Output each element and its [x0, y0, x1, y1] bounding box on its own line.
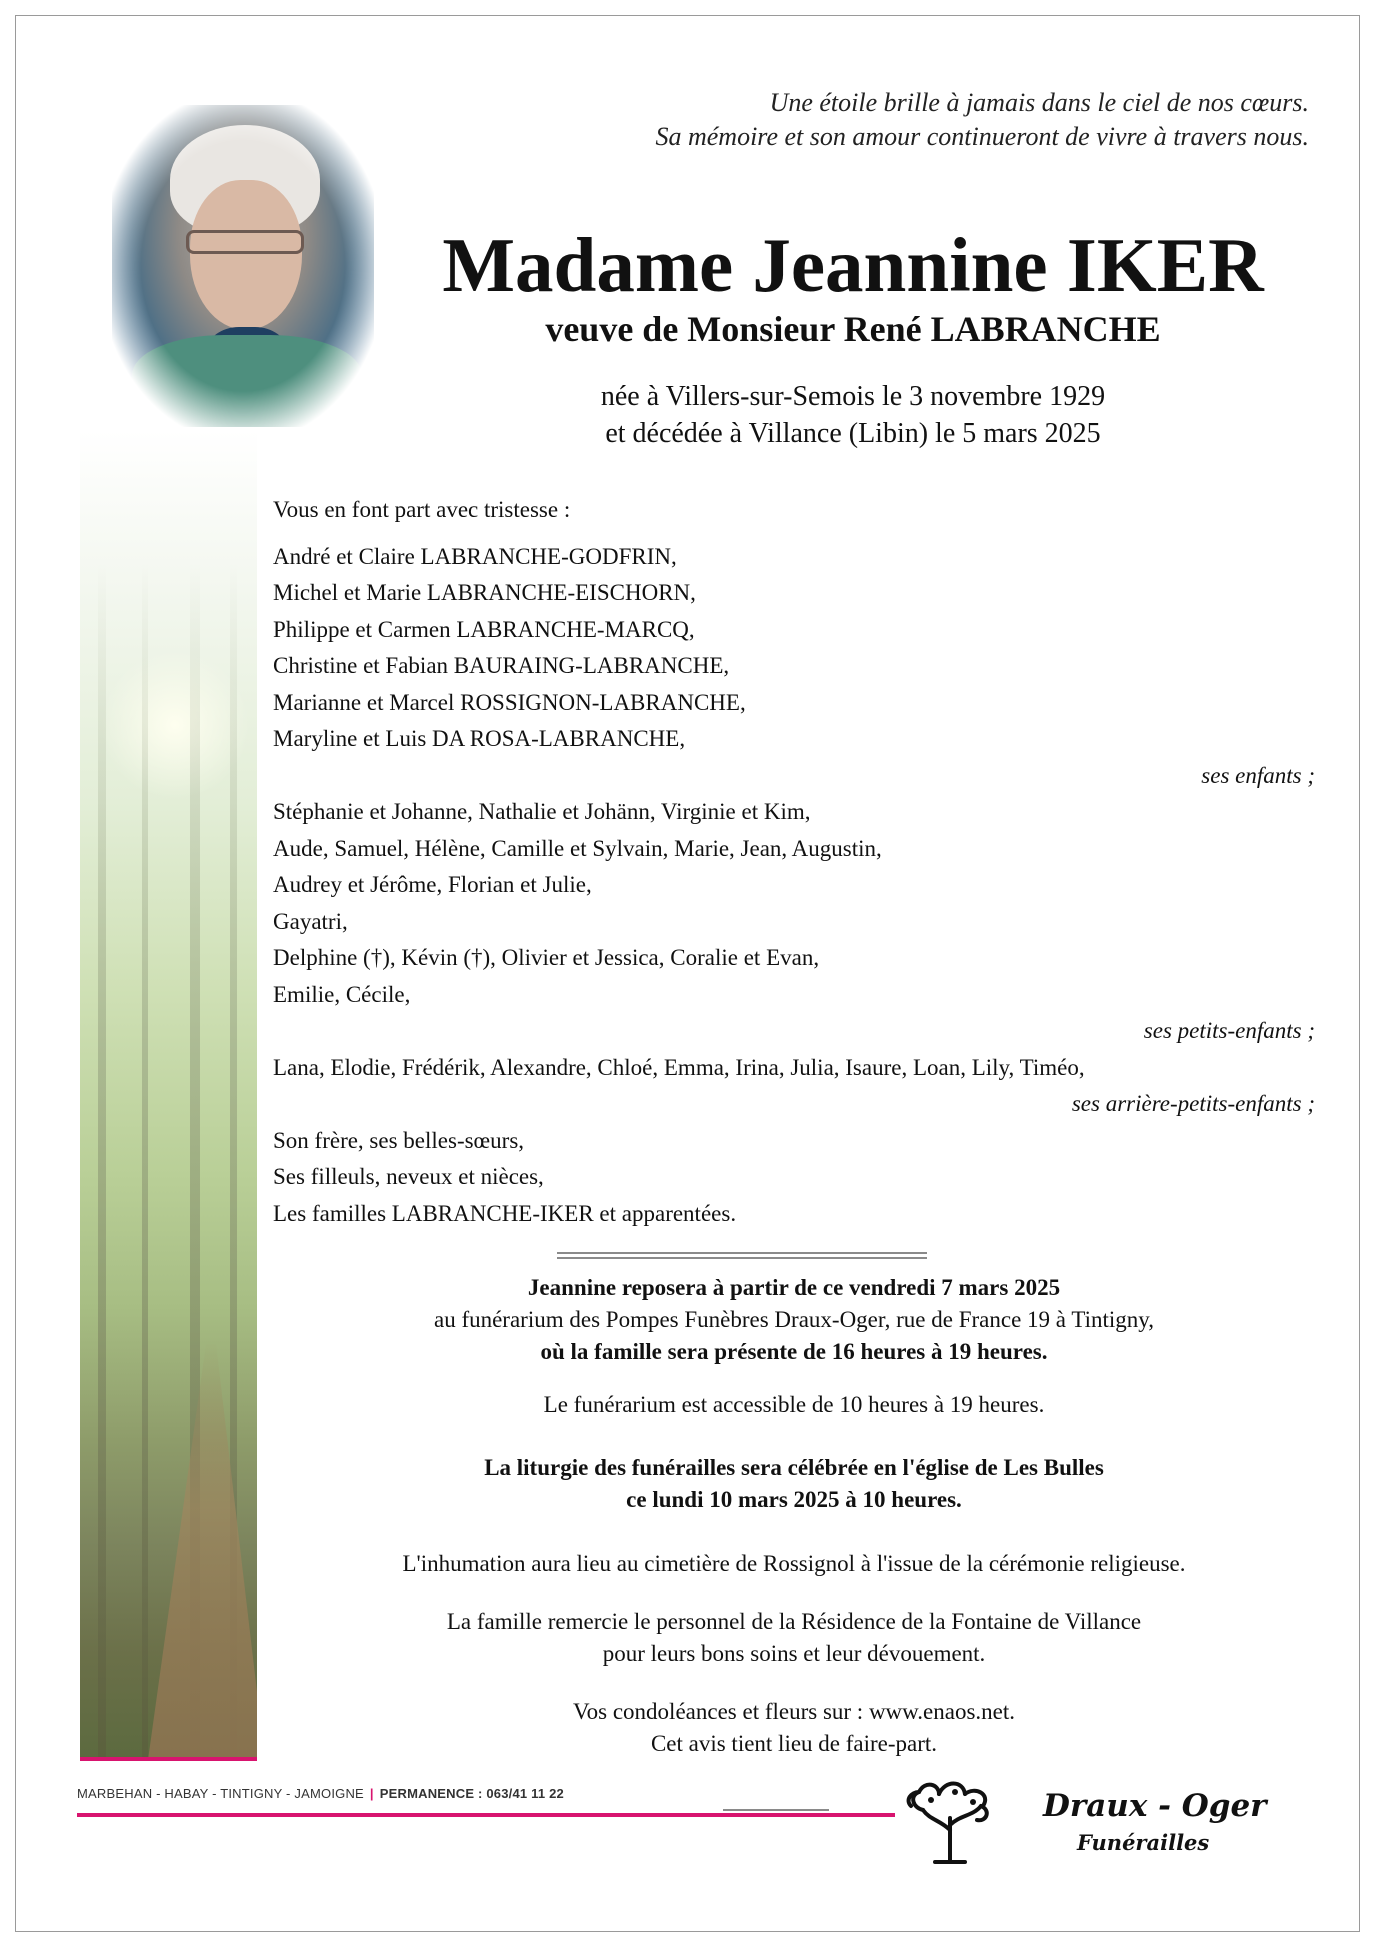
grandchild-line: Aude, Samuel, Hélène, Camille et Sylvain, Marie, Jean, Augustin, — [273, 835, 882, 861]
brand-name: Draux - Oger — [1043, 1788, 1267, 1824]
child-line: Marianne et Marcel ROSSIGNON-LABRANCHE, — [273, 689, 746, 715]
spouse-line: veuve de Monsieur René LABRANCHE — [545, 309, 1161, 349]
viewing-line: Jeannine reposera à partir de ce vendredi 7 mars 2025 — [527, 1275, 1061, 1300]
liturgy-line: ce lundi 10 mars 2025 à 10 heures. — [626, 1487, 962, 1512]
child-line: Philippe et Carmen LABRANCHE-MARCQ, — [273, 616, 695, 642]
tree-icon — [895, 1770, 1005, 1866]
family-intro: Vous en font part avec tristesse : — [273, 497, 571, 522]
family-announcement — [273, 492, 1315, 1232]
life-dates — [428, 378, 1278, 452]
condolence-info — [273, 1696, 1315, 1760]
great-grandchildren-label: ses arrière-petits-enfants ; — [1071, 1091, 1315, 1116]
quote-line: Une étoile brille à jamais dans le ciel de nos cœurs. — [769, 88, 1309, 117]
liturgy-info — [273, 1452, 1315, 1516]
viewing-line: où la famille sera présente de 16 heures à 19 heures. — [540, 1339, 1048, 1364]
child-line: Maryline et Luis DA ROSA-LABRANCHE, — [273, 726, 686, 751]
viewing-info — [273, 1272, 1315, 1368]
notice-line: Cet avis tient lieu de faire-part. — [650, 1731, 938, 1756]
forest-accent-line — [80, 1757, 257, 1761]
thanks-line: La famille remercie le personnel de la Résidence de la Fontaine de Villance — [446, 1609, 1142, 1634]
footer-contact — [77, 1786, 564, 1801]
section-divider — [557, 1252, 927, 1259]
grandchildren-label: ses petits-enfants ; — [1143, 1018, 1315, 1043]
access-info: Le funérarium est accessible de 10 heures à 19 heures. — [543, 1392, 1045, 1417]
birth-line: née à Villers-sur-Semois le 3 novembre 1929 — [600, 381, 1106, 412]
grandchild-line: Emilie, Cécile, — [273, 981, 411, 1007]
child-line: André et Claire LABRANCHE-GODFRIN, — [273, 543, 677, 569]
memorial-quote — [655, 86, 1309, 154]
burial-info: L'inhumation aura lieu au cimetière de Rossignol à l'issue de la cérémonie religieuse. — [402, 1551, 1186, 1576]
quote-line: Sa mémoire et son amour continueront de vivre à travers nous. — [655, 122, 1309, 151]
footer-permanence: PERMANENCE : 063/41 11 22 — [379, 1786, 564, 1801]
footer-separator: | — [369, 1786, 374, 1801]
condolence-line: Vos condoléances et fleurs sur : www.enaos.net. — [573, 1699, 1015, 1724]
footer-locations: MARBEHAN - HABAY - TINTIGNY - JAMOIGNE — [77, 1786, 364, 1801]
child-line: Christine et Fabian BAURAING-LABRANCHE, — [273, 653, 730, 678]
great-grandchild-line: Lana, Elodie, Frédérik, Alexandre, Chloé, Emma, Irina, Julia, Isaure, Loan, Lily, Timéo, — [273, 1054, 1085, 1080]
grandchild-line: Gayatri, — [273, 908, 348, 934]
other-family-line: Les familles LABRANCHE-IKER et apparentées. — [273, 1200, 737, 1226]
thanks-info — [273, 1606, 1315, 1670]
liturgy-line: La liturgie des funérailles sera célébrée en l'église de Les Bulles — [484, 1455, 1104, 1480]
thanks-line: pour leurs bons soins et leur dévouement. — [602, 1641, 986, 1666]
death-line: et décédée à Villance (Libin) le 5 mars 2025 — [605, 418, 1101, 449]
viewing-line: au funérarium des Pompes Funèbres Draux-Oger, rue de France 19 à Tintigny, — [433, 1307, 1154, 1332]
children-label: ses enfants ; — [1201, 762, 1315, 788]
deceased-name: Madame Jeannine IKER — [442, 222, 1264, 308]
funeral-home-logo — [895, 1770, 1305, 1866]
grandchild-line: Stéphanie et Johanne, Nathalie et Johänn, Virginie et Kim, — [273, 799, 811, 824]
child-line: Michel et Marie LABRANCHE-EISCHORN, — [273, 580, 696, 605]
other-family-line: Ses filleuls, neveux et nièces, — [273, 1164, 544, 1189]
portrait-photo — [112, 105, 374, 427]
forest-path-image — [80, 430, 257, 1760]
other-family-line: Son frère, ses belles-sœurs, — [273, 1127, 525, 1153]
brand-subtitle: Funérailles — [1077, 1830, 1210, 1855]
grandchild-line: Audrey et Jérôme, Florian et Julie, — [273, 872, 592, 897]
grandchild-line: Delphine (†), Kévin (†), Olivier et Jessica, Coralie et Evan, — [273, 945, 820, 970]
